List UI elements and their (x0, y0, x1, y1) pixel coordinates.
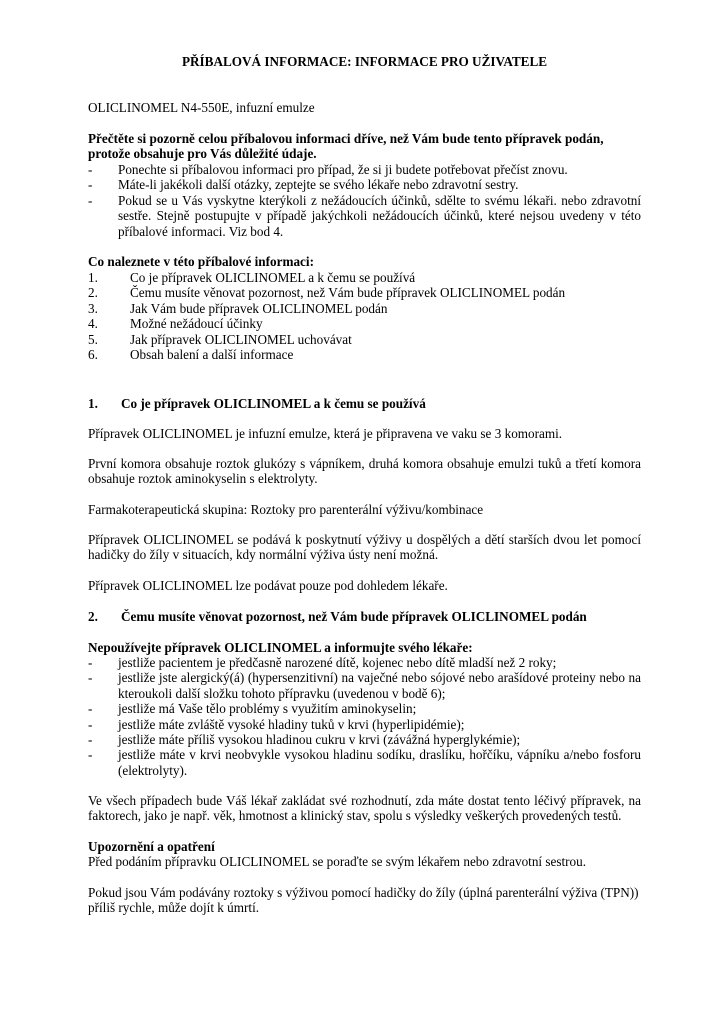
contraindications-heading: Nepoužívejte přípravek OLICLINOMEL a informujte svého lékaře: (88, 640, 473, 655)
warnings-heading: Upozornění a opatření (88, 839, 215, 854)
warnings-paragraph: Před podáním přípravku OLICLINOMEL se poraďte se svým lékařem nebo zdravotní sestrou. (88, 854, 587, 869)
toc-number: 2. (88, 285, 98, 301)
section-1-paragraph: První komora obsahuje roztok glukózy s vápníkem, druhá komora obsahuje emulzi tuků a třetí komora obsahuje roztok aminokyselin s elektrolyty. (88, 456, 641, 487)
toc-item (88, 332, 641, 347)
list-item: - Máte-li jakékoli další otázky, zeptejte se svého lékaře nebo zdravotní sestry. (88, 177, 641, 192)
section-2-heading (88, 609, 641, 624)
toc-text: Jak přípravek OLICLINOMEL uchovávat (130, 331, 352, 347)
section-number: 1. (88, 396, 98, 411)
toc-item (88, 347, 641, 362)
section-1-paragraph: Přípravek OLICLINOMEL je infuzní emulze, která je připravena ve vaku se 3 komorami. (88, 426, 563, 441)
list-item: - jestliže máte zvláště vysoké hladiny tuků v krvi (hyperlipidémie); (88, 717, 641, 732)
list-item: - Ponechte si příbalovou informaci pro případ, že si ji budete potřebovat přečíst znovu. (88, 162, 641, 177)
toc-number: 1. (88, 270, 98, 285)
toc-text: Čemu musíte věnovat pozornost, než Vám bude přípravek OLICLINOMEL podán (130, 285, 566, 301)
list-item: - jestliže máte v krvi neobvykle vysokou hladinu sodíku, draslíku, hořčíku, vápníku a/nebo fosforu (elektrolyty). (88, 747, 641, 778)
list-item: - jestliže pacientem je předčasně narozené dítě, kojenec nebo dítě mladší než 2 roky; (88, 655, 641, 670)
toc-item (88, 316, 641, 331)
section-title: Čemu musíte věnovat pozornost, než Vám bude přípravek OLICLINOMEL podán (121, 609, 587, 624)
toc-text: Jak Vám bude přípravek OLICLINOMEL podán (130, 300, 388, 316)
toc-number: 6. (88, 347, 98, 363)
intro-list (88, 162, 641, 239)
list-item: - jestliže má Vaše tělo problémy s využitím aminokyselin; (88, 701, 641, 716)
contraindications-list (88, 655, 641, 778)
list-item: - jestliže jste alergický(á) (hypersenzitivní) na vaječné nebo sójové nebo arašídové proteiny nebo na kteroukoli další složku tohoto přípravku (uvedenou v bodě 6); (88, 670, 641, 701)
toc-item (88, 285, 641, 300)
product-name: OLICLINOMEL N4-550E, infuzní emulze (88, 100, 315, 115)
toc-list (88, 270, 641, 362)
warnings-paragraph: Pokud jsou Vám podávány roztoky s výživou pomocí hadičky do žíly (úplná parenterální výživa (TPN)) příliš rychle, může dojít k úmrtí. (88, 885, 639, 916)
section-1-paragraph: Farmakoterapeutická skupina: Roztoky pro parenterální výživu/kombinace (88, 502, 484, 517)
toc-number: 3. (88, 300, 98, 316)
decision-paragraph: Ve všech případech bude Váš lékař zakládat své rozhodnutí, zda máte dostat tento léčivý přípravek, na faktorech, jako je např. věk, hmotnost a klinický stav, spolu s výsledky veškerých provedených testů. (88, 793, 641, 824)
toc-text: Co je přípravek OLICLINOMEL a k čemu se používá (130, 270, 416, 285)
toc-number: 4. (88, 316, 98, 332)
list-item: - jestliže máte příliš vysokou hladinou cukru v krvi (závážná hyperglykémie); (88, 732, 641, 747)
section-1-paragraph: Přípravek OLICLINOMEL se podává k poskytnutí výživy u dospělých a dětí starších dvou let pomocí hadičky do žíly v situacích, kdy normální výživa ústy není možná. (88, 532, 641, 563)
toc-text: Obsah balení a další informace (130, 347, 294, 363)
toc-text: Možné nežádoucí účinky (130, 316, 263, 332)
toc-number: 5. (88, 331, 98, 347)
toc-heading: Co naleznete v této příbalové informaci: (88, 254, 314, 269)
list-item: - Pokud se u Vás vyskytne kterýkoli z nežádoucích účinků, sdělte to svému lékaři. nebo zdravotní sestře. Stejně postupujte v případě jakýchkoli nežádoucích účinků, které nejsou uvedeny v této příbalové informaci. Viz bod 4. (88, 193, 641, 239)
read-warning: Přečtěte si pozorně celou příbalovou informaci dříve, než Vám bude tento přípravek podán, protože obsahuje pro Vás důležité údaje. (88, 131, 604, 162)
document-title: PŘÍBALOVÁ INFORMACE: INFORMACE PRO UŽIVATELE (181, 54, 548, 69)
toc-item (88, 270, 641, 285)
section-title: Co je přípravek OLICLINOMEL a k čemu se používá (121, 396, 426, 411)
section-1-heading (88, 396, 641, 411)
section-number: 2. (88, 609, 98, 624)
toc-item (88, 301, 641, 316)
section-1-paragraph: Přípravek OLICLINOMEL lze podávat pouze pod dohledem lékaře. (88, 578, 448, 593)
